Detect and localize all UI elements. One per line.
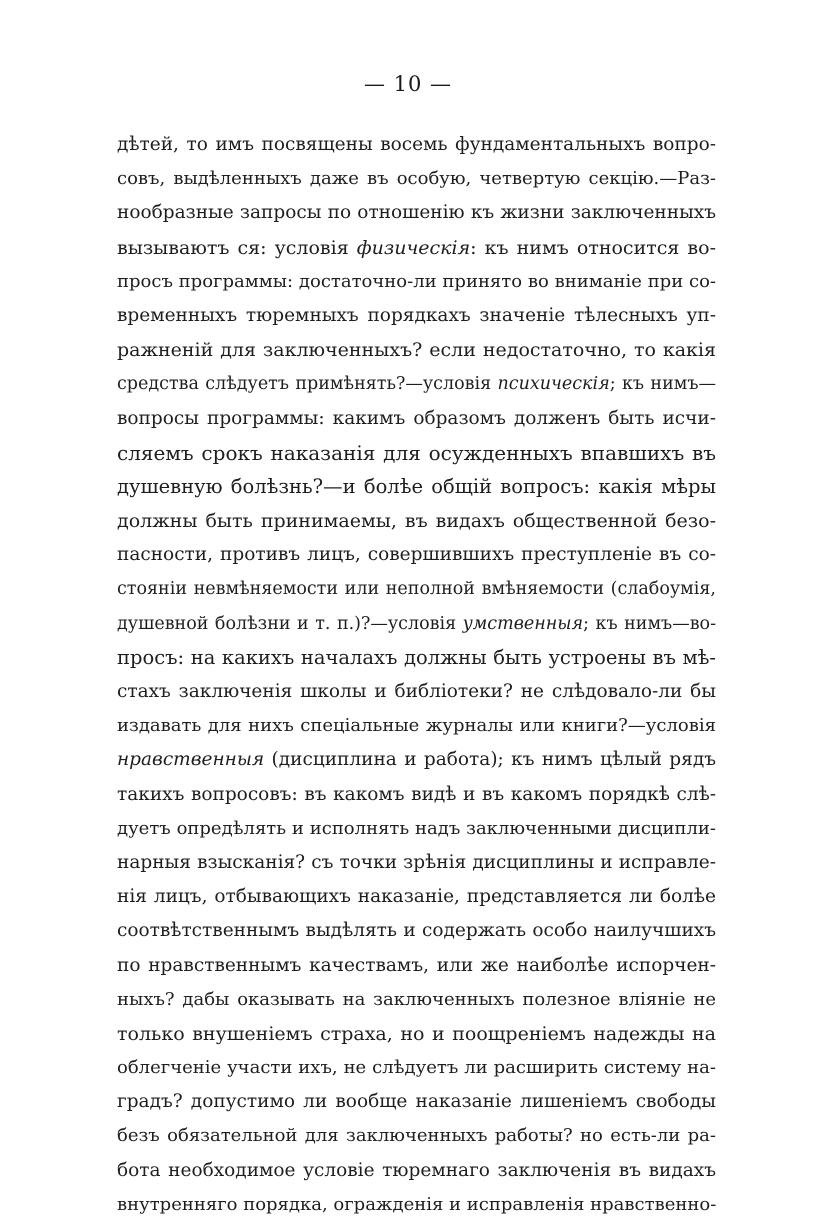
text-line (117, 470, 716, 504)
text-line (117, 709, 716, 743)
text-segment: совъ, выдѣленныхъ даже въ особую, четвертую секцію.—Раз- (117, 168, 716, 190)
text-segment: дѣтей, то имъ посвящены восемь фундаментальныхъ вопро- (117, 134, 716, 155)
text-line (117, 743, 716, 777)
text-segment: по нравственнымъ качествамъ, или же наиболѣе испорчен- (117, 954, 716, 976)
text-line (117, 1017, 716, 1051)
italic-term: психическія (497, 374, 610, 395)
text-line (117, 1119, 716, 1153)
text-line (117, 1154, 716, 1188)
text-line (117, 1051, 716, 1085)
text-segment: средства слѣдуетъ примѣнять?—условія (117, 374, 498, 395)
text-segment: такихъ вопросовъ: въ какомъ видѣ и въ какомъ порядкѣ слѣ- (117, 783, 716, 805)
text-segment: безъ обязательной для заключенныхъ работы? но есть-ли ра- (117, 1125, 716, 1147)
text-line (117, 641, 716, 675)
text-segment: ; къ нимъ— (609, 374, 716, 395)
text-segment: только внушеніемъ страха, но и поощреніемъ надежды на (117, 1022, 716, 1045)
text-segment: пасности, противъ лицъ, совершившихъ преступленіе въ со- (117, 544, 716, 566)
text-line (117, 572, 716, 606)
text-line (117, 812, 716, 846)
text-segment: нарныя взысканія? съ точки зрѣнія дисциплины и исправле- (117, 851, 716, 873)
text-line (117, 265, 716, 299)
italic-term: физическія (356, 236, 471, 259)
text-segment: стахъ заключенія школы и библіотеки? не слѣдовало-ли бы (117, 681, 716, 702)
text-line (117, 880, 716, 914)
text-line (117, 436, 716, 470)
text-segment: вопросы программы: какимъ образомъ долженъ быть исчи- (117, 407, 716, 429)
text-segment: ; къ нимъ—во- (583, 613, 716, 634)
text-segment: облегченіе участи ихъ, не слѣдуетъ ли расширить систему на- (117, 1057, 716, 1079)
text-line (117, 1085, 716, 1119)
text-line (117, 1188, 716, 1222)
text-segment: вызываютъ ся: условія (117, 236, 357, 259)
italic-term: нравственныя (117, 749, 265, 771)
text-line (117, 231, 716, 265)
text-segment: душевной болѣзни и т. п.)?—условія (117, 613, 463, 634)
text-segment: нія лицъ, отбывающихъ наказаніе, представляется ли болѣе (117, 886, 716, 908)
text-segment: соотвѣтственнымъ выдѣлять и содержать особо наилучшихъ (117, 920, 716, 942)
text-segment: нообразные запросы по отношенію къ жизни заключенныхъ (117, 202, 716, 224)
text-line (117, 128, 716, 162)
text-segment: должны быть принимаемы, въ видахъ общественной безо- (117, 510, 716, 533)
body-text (117, 128, 716, 1222)
text-segment: стояніи невмѣняемости или неполной вмѣняемости (слабоумія, (117, 579, 716, 600)
text-segment: градъ? допустимо ли вообще наказаніе лишеніемъ свободы (117, 1091, 716, 1113)
text-line (117, 162, 716, 196)
text-segment: сляемъ срокъ наказанія для осужденныхъ впавшихъ въ (117, 440, 716, 465)
text-segment: ражненій для заключенныхъ? если недостаточно, то какія (117, 339, 716, 362)
text-line (117, 949, 716, 983)
text-segment: душевную болѣзнь?—и болѣе общій вопросъ: какія мѣры (117, 474, 716, 498)
text-segment: просъ: на какихъ началахъ должны быть устроены въ мѣ- (117, 645, 716, 669)
text-line (117, 846, 716, 880)
text-segment: : къ нимъ относится во- (470, 236, 716, 259)
text-line (117, 675, 716, 709)
text-line (117, 333, 716, 367)
page-number: — 10 — (363, 72, 453, 96)
text-segment: (дисциплина и работа); къ нимъ цѣлый рядъ (264, 749, 716, 771)
italic-term: умственныя (462, 613, 584, 634)
text-line (117, 538, 716, 572)
text-line (117, 299, 716, 333)
text-line (117, 504, 716, 538)
text-segment: дуетъ опредѣлять и исполнять надъ заключенными дисципли- (117, 817, 716, 839)
text-segment: бота необходимое условіе тюремнаго заключенія въ видахъ (117, 1159, 716, 1181)
text-line (117, 983, 716, 1017)
text-segment: временныхъ тюремныхъ порядкахъ значеніе тѣлесныхъ уп- (117, 304, 716, 326)
text-segment: ныхъ? дабы оказывать на заключенныхъ полезное вліяніе не (117, 988, 716, 1010)
text-line (117, 367, 716, 401)
text-line (117, 402, 716, 436)
text-line (117, 914, 716, 948)
text-line (117, 778, 716, 812)
text-line (117, 607, 716, 641)
text-segment: внутренняго порядка, огражденія и исправленія нравственно- (117, 1193, 716, 1215)
text-segment: просъ программы: достаточно-ли принято во вниманіе при со- (117, 270, 716, 292)
text-line (117, 196, 716, 230)
text-segment: издавать для нихъ спеціальные журналы или книги?—условія (117, 715, 716, 737)
